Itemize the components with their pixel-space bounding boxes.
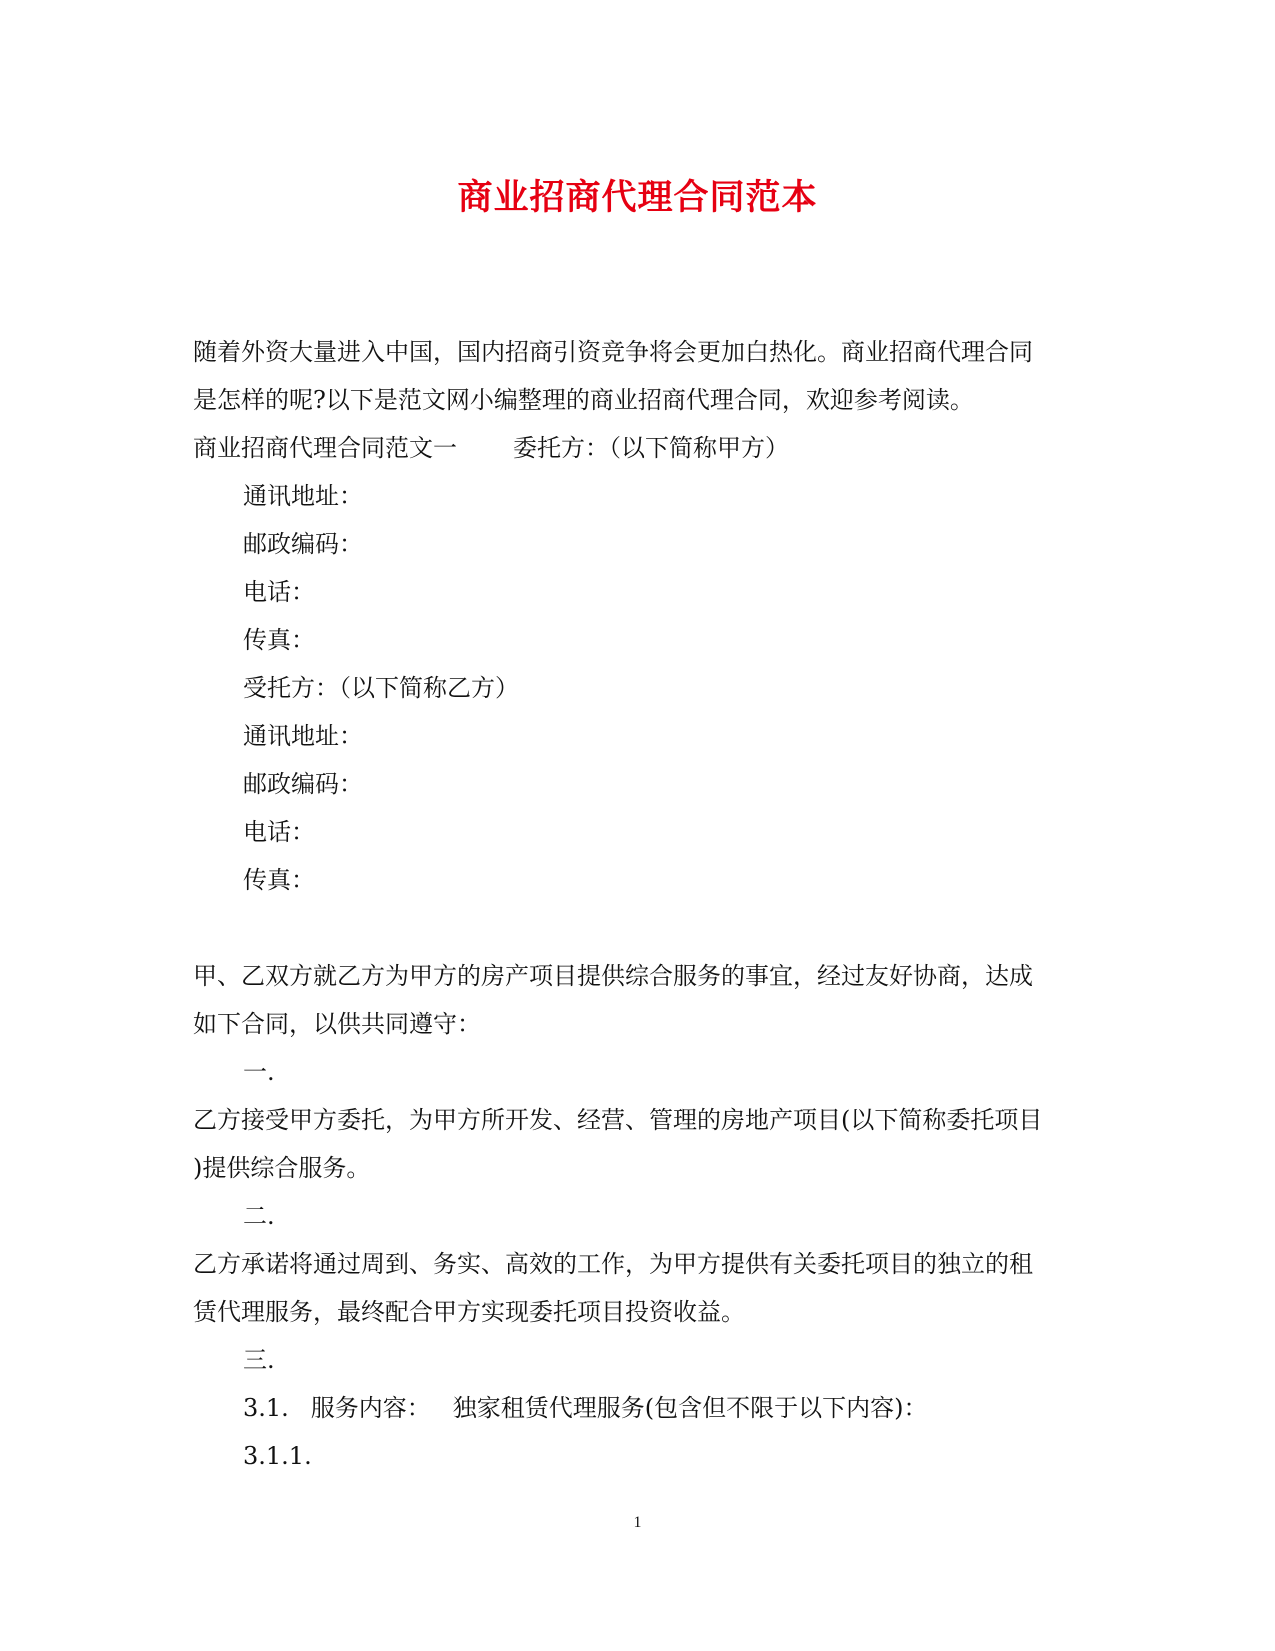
page-number: 1 <box>633 1514 642 1531</box>
section-2-line-2: 赁代理服务，最终配合甲方实现委托项目投资收益。 <box>193 1298 745 1326</box>
section-2-line-1: 乙方承诺将通过周到、务实、高效的工作，为甲方提供有关委托项目的独立的租 <box>193 1250 1033 1278</box>
intro-line-2: 是怎样的呢?以下是范文网小编整理的商业招商代理合同，欢迎参考阅读。 <box>193 386 974 414</box>
party-b-postcode: 邮政编码： <box>243 770 363 798</box>
party-b-fax: 传真： <box>243 866 315 894</box>
section-3-1-1-number: 3.1.1. <box>243 1442 312 1470</box>
agent-label: 受托方：（以下简称乙方） <box>243 674 519 702</box>
party-a-address: 通讯地址： <box>243 482 363 510</box>
section-3-1-text: 独家租赁代理服务(包含但不限于以下内容)： <box>452 1394 928 1422</box>
contract-name: 商业招商代理合同范文一 <box>193 434 457 462</box>
agreement-line-2: 如下合同，以供共同遵守： <box>193 1010 481 1038</box>
contract-heading-line <box>193 424 1073 472</box>
party-a-phone: 电话： <box>243 578 315 606</box>
document-body <box>193 328 1073 1480</box>
principal-label: 委托方：（以下简称甲方） <box>513 434 789 462</box>
agreement-line-1: 甲、乙双方就乙方为甲方的房产项目提供综合服务的事宜，经过友好协商，达成 <box>193 962 1033 990</box>
party-b-phone: 电话： <box>243 818 315 846</box>
document-title: 商业招商代理合同范本 <box>457 177 818 218</box>
party-b-address: 通讯地址： <box>243 722 363 750</box>
section-1-line-1: 乙方接受甲方委托，为甲方所开发、经营、管理的房地产项目(以下简称委托项目 <box>193 1106 1043 1134</box>
section-3-1-label: 服务内容： <box>310 1394 431 1422</box>
section-1-number: 一. <box>243 1058 275 1086</box>
intro-line-1: 随着外资大量进入中国，国内招商引资竞争将会更加白热化。商业招商代理合同 <box>193 338 1033 366</box>
section-3-1-line <box>193 1384 1073 1432</box>
section-1-line-2: )提供综合服务。 <box>193 1154 371 1182</box>
party-a-postcode: 邮政编码： <box>243 530 363 558</box>
section-3-number: 三. <box>243 1346 275 1374</box>
section-3-1-number: 3.1. <box>243 1394 289 1422</box>
party-a-fax: 传真： <box>243 626 315 654</box>
section-2-number: 二. <box>243 1202 275 1230</box>
paragraph-gap <box>193 904 1073 952</box>
